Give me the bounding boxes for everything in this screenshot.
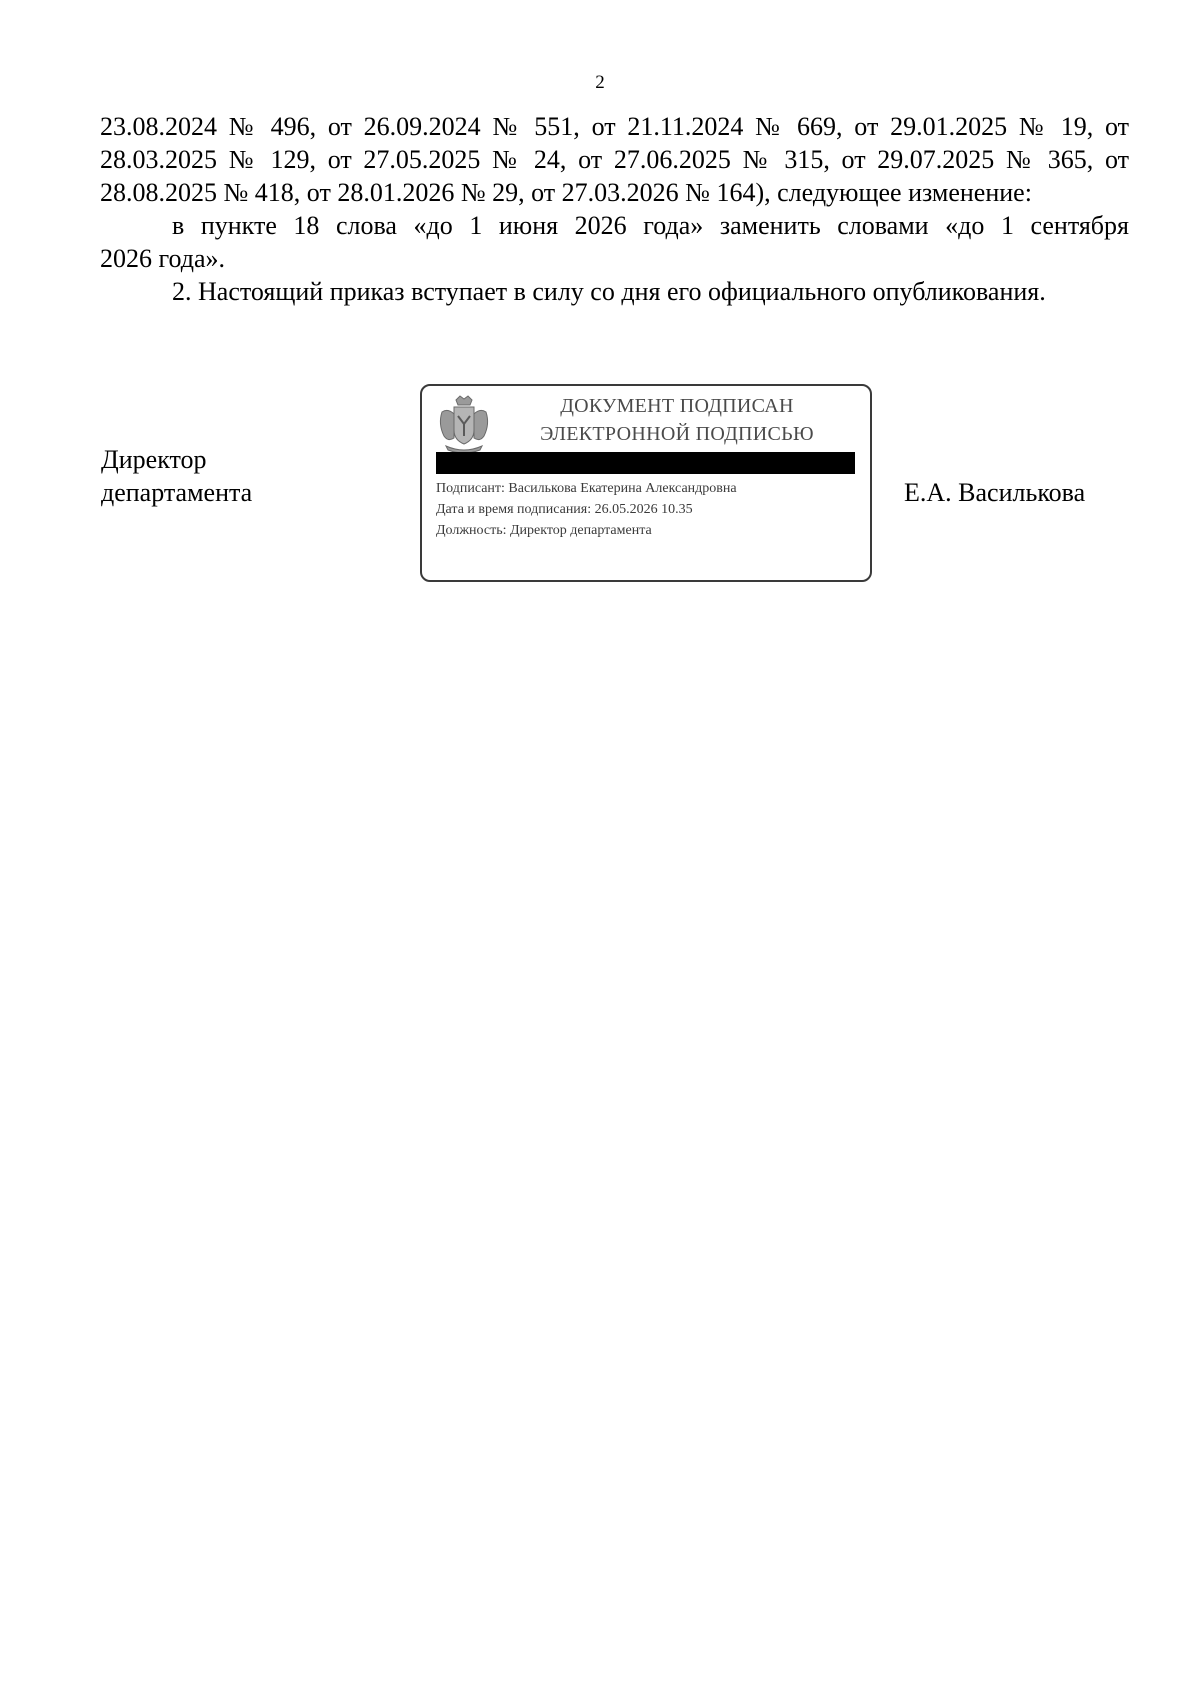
signatory-title bbox=[101, 443, 252, 509]
text-line: 28.08.2025 № 418, от 28.01.2026 № 29, от 27.03.2026 № 164), следующее изменение: bbox=[100, 178, 1032, 207]
signatory-title-line: департамента bbox=[101, 478, 253, 507]
page-number: 2 bbox=[595, 72, 605, 93]
paragraph-amendments-list bbox=[100, 110, 1129, 209]
text-line: 2. Настоящий приказ вступает в силу со дня его официального опубликования. bbox=[172, 277, 1046, 306]
stamp-signed-at: Дата и время подписания: 26.05.2026 10.35 bbox=[436, 502, 693, 517]
stamp-details bbox=[436, 478, 737, 541]
stamp-signer: Подписант: Василькова Екатерина Александровна bbox=[436, 481, 737, 496]
electronic-signature-stamp bbox=[420, 384, 872, 582]
signatory-title-line: Директор bbox=[101, 445, 207, 474]
paragraph-effective-date bbox=[100, 275, 1129, 308]
signatory-name: Е.А. Василькова bbox=[904, 478, 1086, 507]
stamp-header bbox=[532, 392, 822, 448]
coat-of-arms-icon bbox=[436, 394, 492, 454]
document-body bbox=[100, 110, 1129, 308]
paragraph-change bbox=[100, 209, 1129, 275]
stamp-header-line: ДОКУМЕНТ ПОДПИСАН bbox=[560, 395, 794, 417]
text-line: 23.08.2024 № 496, от 26.09.2024 № 551, от 21.11.2024 № 669, от 29.01.2025 № 19, от bbox=[100, 112, 1129, 141]
text-line: в пункте 18 слова «до 1 июня 2026 года» заменить словами «до 1 сентября bbox=[172, 211, 1129, 240]
text-line: 28.03.2025 № 129, от 27.05.2025 № 24, от 27.06.2025 № 315, от 29.07.2025 № 365, от bbox=[100, 145, 1129, 174]
stamp-position: Должность: Директор департамента bbox=[436, 523, 652, 538]
certificate-redaction-bar bbox=[436, 452, 855, 474]
stamp-header-line: ЭЛЕКТРОННОЙ ПОДПИСЬЮ bbox=[540, 423, 814, 445]
text-line: 2026 года». bbox=[100, 244, 226, 273]
